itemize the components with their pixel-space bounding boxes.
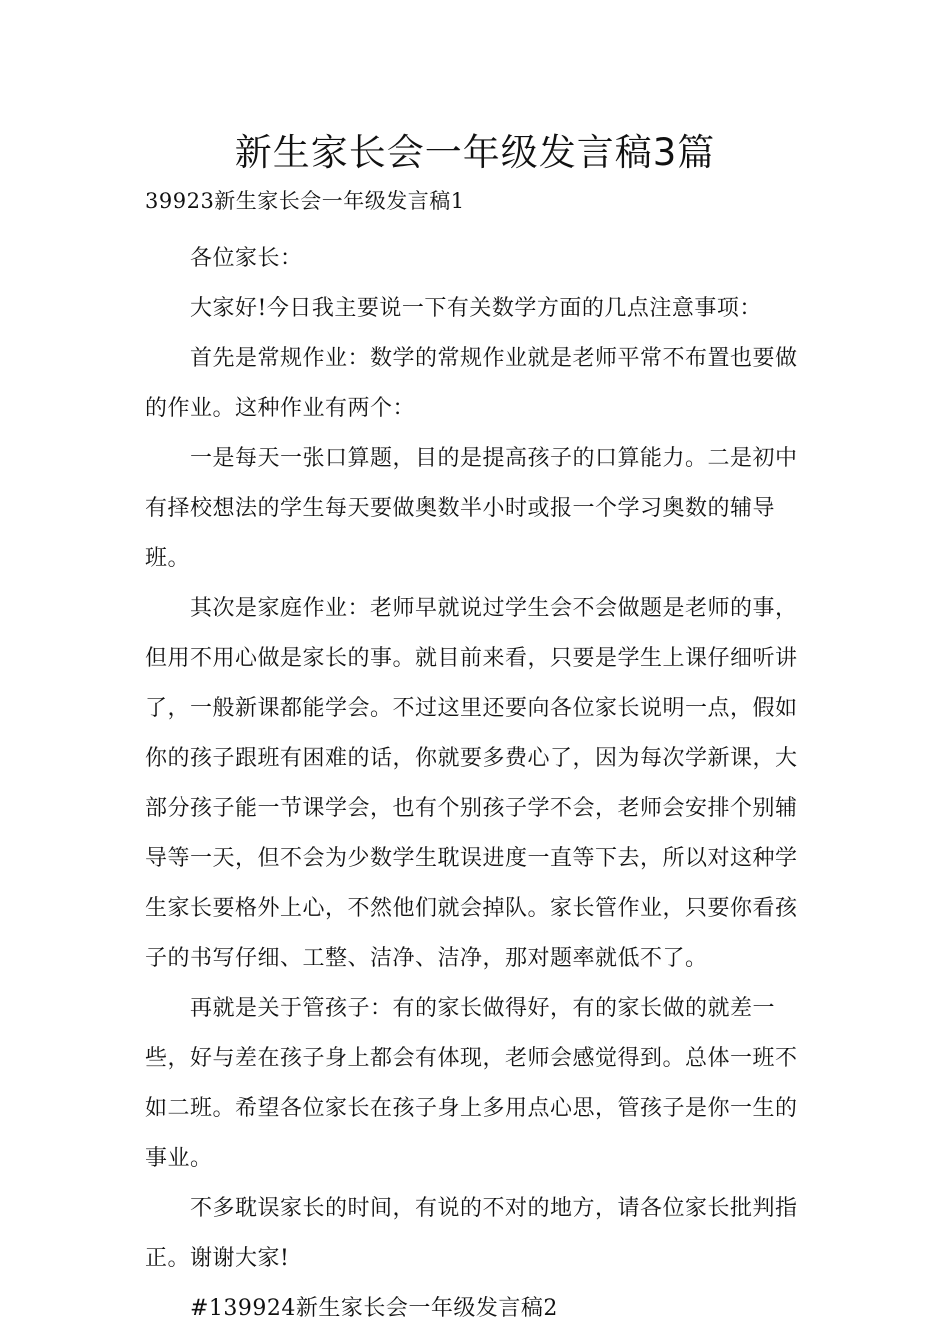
section-2-heading: #139924新生家长会一年级发言稿2 bbox=[190, 1296, 558, 1321]
routine-homework-paragraph: 首先是常规作业：数学的常规作业就是老师平常不布置也要做的作业。这种作业有两个： bbox=[145, 346, 798, 421]
homework-types-paragraph: 一是每天一张口算题，目的是提高孩子的口算能力。二是初中有择校想法的学生每天要做奥数半小时或报一个学习奥数的辅导班。 bbox=[145, 446, 798, 571]
section-1-heading: 39923新生家长会一年级发言稿1 bbox=[145, 189, 465, 213]
family-homework-paragraph: 其次是家庭作业：老师早就说过学生会不会做题是老师的事，但用不用心做是家长的事。就目前来看，只要是学生上课仔细听讲了，一般新课都能学会。不过这里还要向各位家长说明一点，假如你的孩子跟班有困难的话，你就要多费心了，因为每次学新课，大部分孩子能一节课学会，也有个别孩子学不会，老师会安排个别辅导等一天，但不会为少数学生耽误进度一直等下去，所以对这种学生家长要格外上心，不然他们就会掉队。家长管作业，只要你看孩子的书写仔细、工整、洁净、洁净，那对题率就低不了。 bbox=[145, 596, 798, 971]
closing-paragraph: 不多耽误家长的时间，有说的不对的地方，请各位家长批判指正。谢谢大家! bbox=[145, 1196, 798, 1271]
document-body bbox=[145, 184, 815, 1334]
document-title: 新生家长会一年级发言稿3篇 bbox=[234, 131, 716, 174]
greeting-paragraph: 各位家长： bbox=[190, 246, 303, 271]
managing-children-paragraph: 再就是关于管孩子：有的家长做得好，有的家长做的就差一些，好与差在孩子身上都会有体现，老师会感觉得到。总体一班不如二班。希望各位家长在孩子身上多用点心思，管孩子是你一生的事业。 bbox=[145, 996, 798, 1171]
intro-paragraph: 大家好!今日我主要说一下有关数学方面的几点注意事项： bbox=[190, 296, 762, 321]
